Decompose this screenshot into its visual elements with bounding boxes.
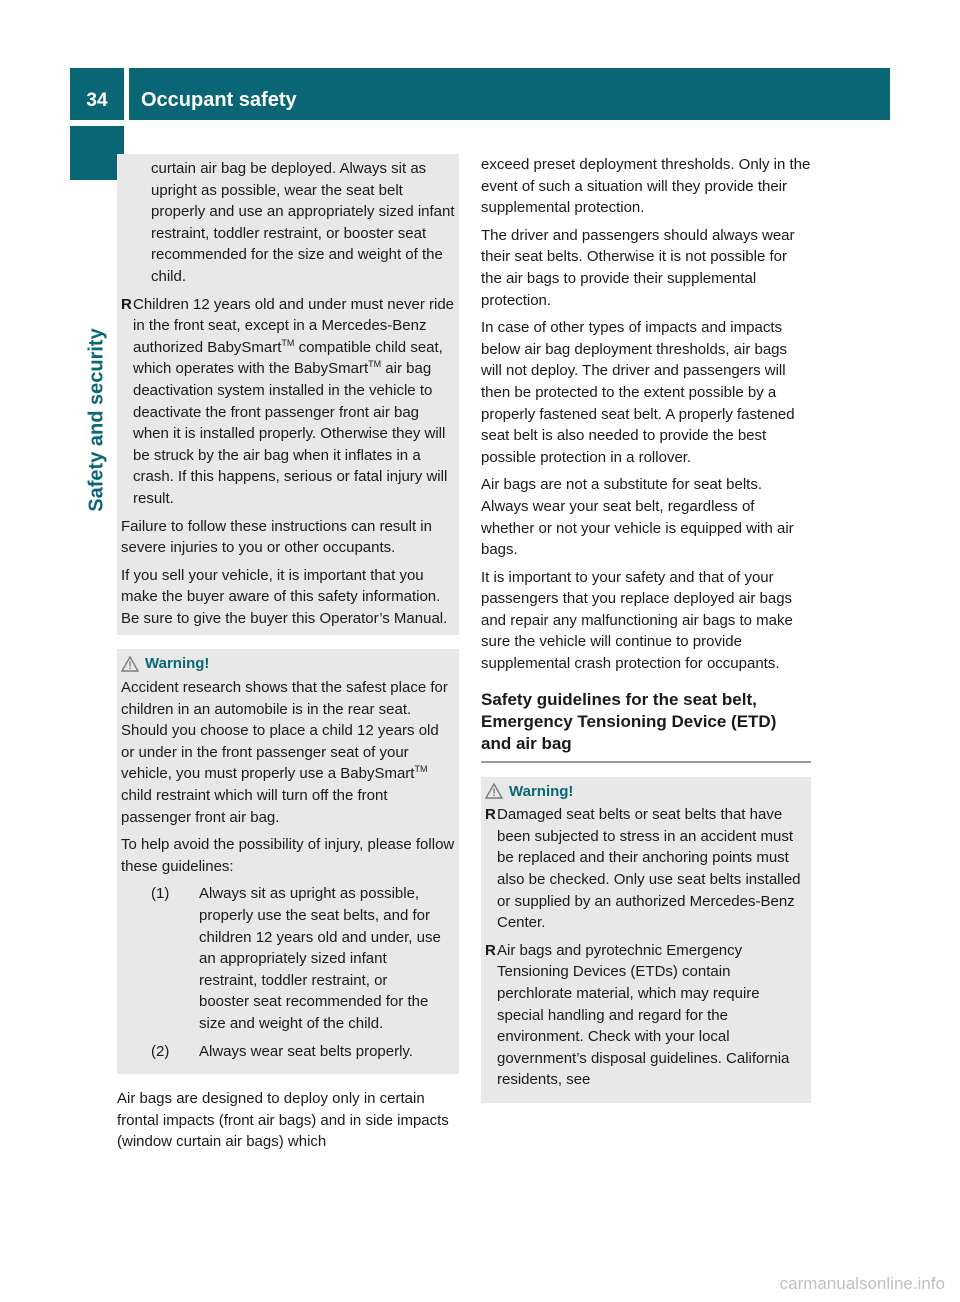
bullet-marker: R xyxy=(121,295,132,313)
warning-heading xyxy=(485,781,807,803)
warning-paragraph: Failure to follow these instructions can result in severe injuries to you or other occupants. xyxy=(121,517,432,557)
list-item xyxy=(121,294,455,510)
list-number: (2) xyxy=(151,1042,170,1060)
page-number: 34 xyxy=(86,90,108,111)
warning-label: Warning! xyxy=(509,782,574,800)
bullet-text: Children 12 years old and under must never ride in the front seat, except in a Mercedes-Benz authorized BabySmart™ compatible child seat, which operates with the BabySmart™ air bag deactivation system installed in the vehicle to deactivate the front passenger front air bag when it is installed properly. Otherwise they will be struck by the air bag when it inflates in a crash. If this happens, serious or fatal injury will result. xyxy=(133,295,455,507)
list-item xyxy=(121,1041,455,1063)
body-paragraph: In case of other types of impacts and impacts below air bag deployment thresholds, air bags will not deploy. The driver and passengers will then be protected to the extent possible by a properly fastened seat belt. A properly fastened seat belt is also needed to provide the best possible protection in a rollover. xyxy=(481,319,795,466)
section-title: Occupant safety xyxy=(141,89,297,111)
list-text: Always wear seat belts properly. xyxy=(199,1042,413,1060)
warning-paragraph: Accident research shows that the safest place for children in an automobile is in the rear seat. Should you choose to place a child 12 years old or under in the front passenger seat of your vehicle, you must properly use a BabySmart™ child restraint which will turn off the front passenger front air bag. xyxy=(121,679,448,826)
right-column xyxy=(481,154,811,1103)
list-item xyxy=(485,804,807,934)
subsection-heading: Safety guidelines for the seat belt, Emergency Tensioning Device (ETD) and air bag xyxy=(481,689,811,763)
body-paragraph: Air bags are designed to deploy only in certain frontal impacts (front air bags) and in side impacts (window curtain air bags) which xyxy=(117,1090,449,1151)
side-chapter-label: Safety and security xyxy=(85,328,108,512)
bullet-marker: R xyxy=(485,941,496,959)
body-paragraph: The driver and passengers should always wear their seat belts. Otherwise it is not possible for the air bags to provide their supplemental protection. xyxy=(481,226,795,309)
list-number: (1) xyxy=(151,885,170,903)
warning-box xyxy=(117,649,459,1074)
list-item xyxy=(485,940,807,1091)
warning-continued-text: curtain air bag be deployed. Always sit as upright as possible, wear the seat belt properly and use an appropriately sized infant restraint, toddler restraint, or booster seat recommended for the size and weight of the child. xyxy=(151,160,455,285)
warning-triangle-icon xyxy=(485,783,503,799)
bullet-marker: R xyxy=(485,806,496,824)
body-paragraph: Air bags are not a substitute for seat belts. Always wear your seat belt, regardless of whether or not your vehicle is equipped with air bags. xyxy=(481,476,794,559)
bullet-text: Air bags and pyrotechnic Emergency Tensioning Devices (ETDs) contain perchlorate material, which may require special handling and regard for the environment. Check with your local government’s disposal guidelines. California residents, see xyxy=(497,941,790,1089)
warning-label: Warning! xyxy=(145,655,210,673)
numbered-list xyxy=(121,883,455,1062)
list-item xyxy=(121,883,455,1034)
warning-paragraph: To help avoid the possibility of injury, please follow these guidelines: xyxy=(121,836,455,875)
side-tab-block xyxy=(70,126,124,180)
warning-box xyxy=(481,777,811,1103)
warning-paragraph: If you sell your vehicle, it is important that you make the buyer aware of this safety information. Be sure to give the buyer this Operator’s Manual. xyxy=(121,566,448,627)
watermark-logo xyxy=(740,1270,950,1296)
warning-triangle-icon xyxy=(121,656,139,672)
body-paragraph: exceed preset deployment thresholds. Only in the event of such a situation will they provide their supplemental protection. xyxy=(481,156,811,217)
warning-box-continued xyxy=(117,154,459,635)
bullet-text: Damaged seat belts or seat belts that have been subjected to stress in an accident must be replaced and their anchoring points must also be checked. Only use seat belts installed or supplied by an authorized Mercedes-Benz Center. xyxy=(497,806,801,932)
left-column xyxy=(117,154,459,1159)
warning-heading xyxy=(121,653,455,675)
body-paragraph: It is important to your safety and that of your passengers that you replace deployed air bags and repair any malfunctioning air bags to make sure the vehicle will continue to provide supplemental crash protection for occupants. xyxy=(481,568,793,673)
list-text: Always sit as upright as possible, properly use the seat belts, and for children 12 years old and under, use an appropriately sized infant restraint, toddler restraint, or booster seat recommended for the size and weight of the child. xyxy=(199,885,441,1032)
svg-text:carmanualsonline.info: carmanualsonline.info xyxy=(779,1274,945,1293)
